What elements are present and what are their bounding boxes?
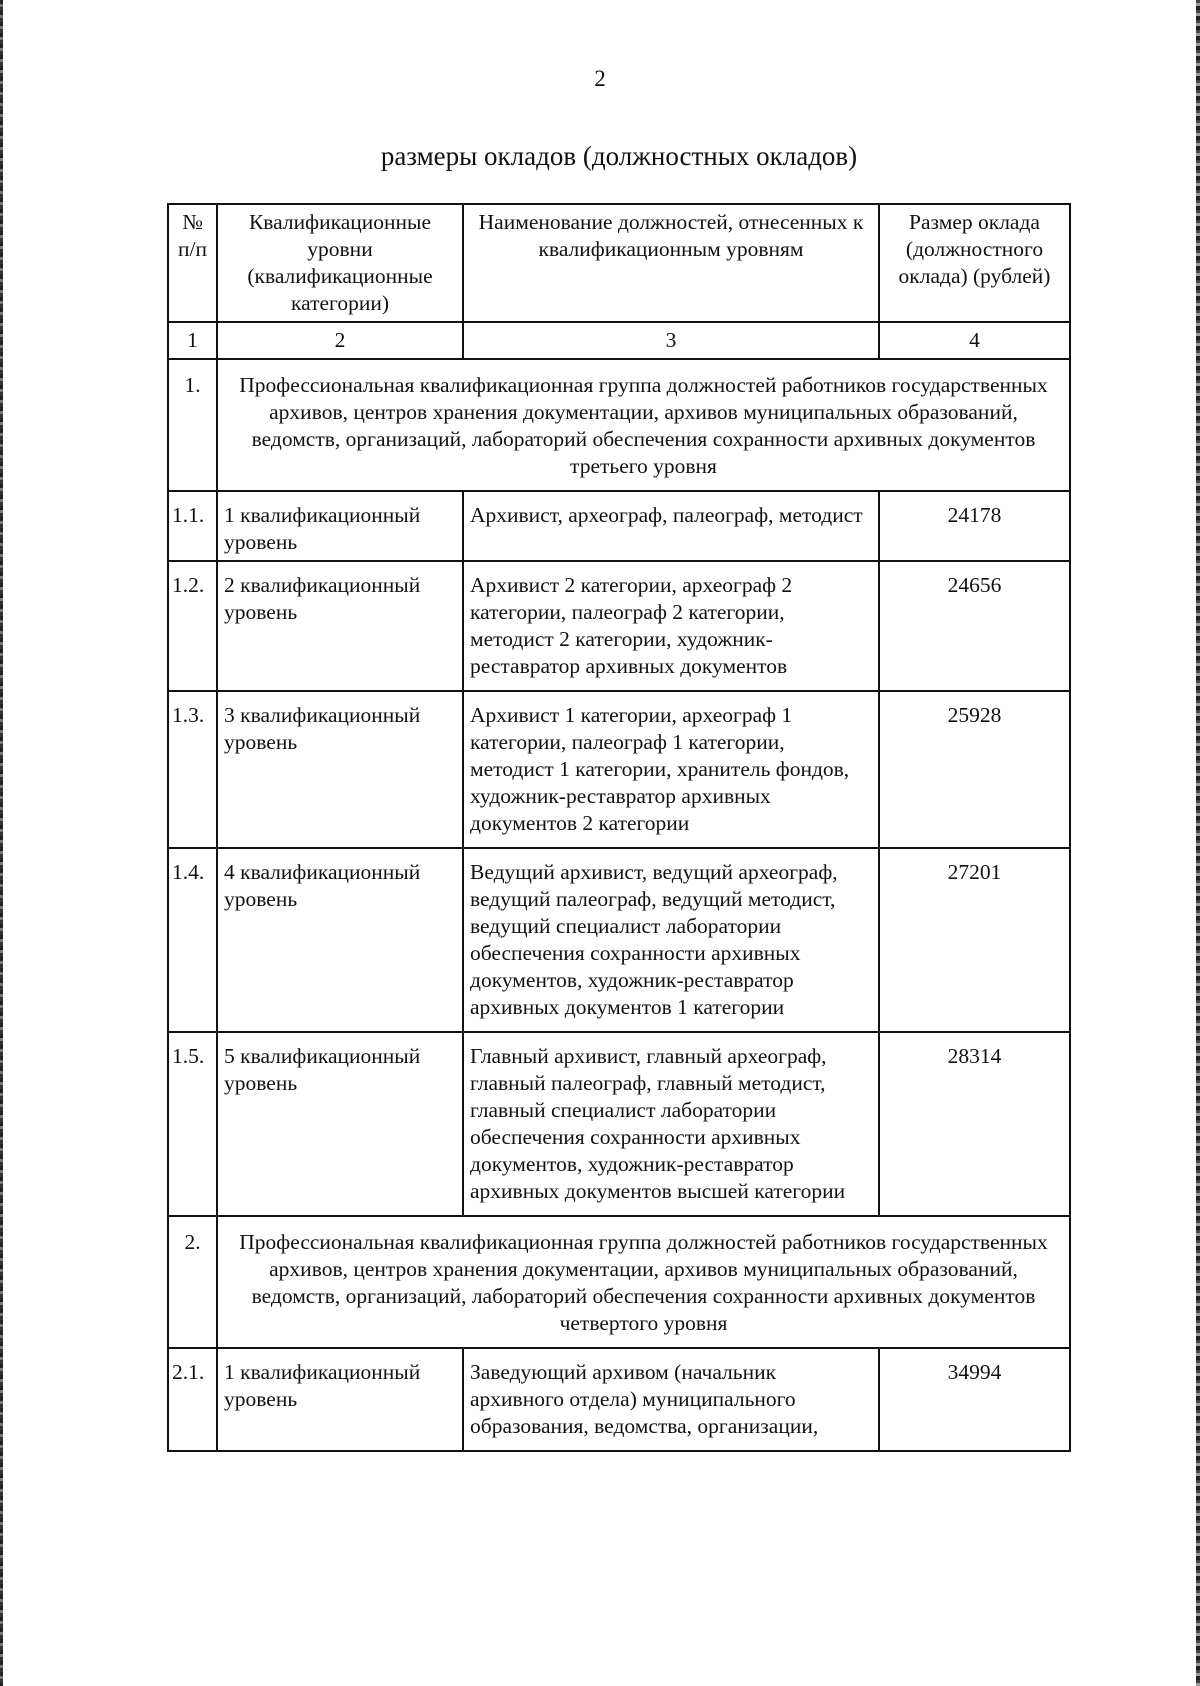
group-name: Профессиональная квалификационная группа должностей работников государственных архивов, центров хранения документации, архивов муниципальных образований, ведомств, организаций, лабораторий обеспечения сохранности архивных документов третьего уровня	[217, 359, 1070, 491]
header-qualification-level: Квалификационные уровни (квалификационные категории)	[217, 204, 463, 322]
row-number: 1.5.	[168, 1032, 217, 1216]
position-names: Архивист 2 категории, археограф 2 категории, палеограф 2 категории, методист 2 категории, художник-реставратор архивных документов	[463, 561, 879, 691]
table-row	[168, 1032, 1070, 1216]
qualification-level: 1 квалификационный уровень	[217, 491, 463, 561]
position-names: Ведущий архивист, ведущий археограф, ведущий палеограф, ведущий методист, ведущий специалист лаборатории обеспечения сохранности архивных документов, художник-реставратор архивных документов 1 категории	[463, 848, 879, 1032]
table-row	[168, 848, 1070, 1032]
scan-edge-left	[0, 0, 3, 1686]
row-number: 1.2.	[168, 561, 217, 691]
header-position-names: Наименование должностей, отнесенных к квалификационным уровням	[463, 204, 879, 322]
group-row	[168, 1216, 1070, 1348]
column-index-3: 3	[463, 322, 879, 359]
row-number: 2.1.	[168, 1348, 217, 1451]
salary-value: 34994	[879, 1348, 1070, 1451]
page-number: 2	[594, 66, 606, 91]
table-row	[168, 691, 1070, 848]
group-row	[168, 359, 1070, 491]
table-row	[168, 491, 1070, 561]
salary-value: 25928	[879, 691, 1070, 848]
salary-value: 28314	[879, 1032, 1070, 1216]
table-header-row	[168, 204, 1070, 322]
group-number: 1.	[168, 359, 217, 491]
qualification-level: 2 квалификационный уровень	[217, 561, 463, 691]
qualification-level: 5 квалификационный уровень	[217, 1032, 463, 1216]
qualification-level: 4 квалификационный уровень	[217, 848, 463, 1032]
row-number: 1.4.	[168, 848, 217, 1032]
column-index-2: 2	[217, 322, 463, 359]
scan-edge-right	[1196, 0, 1200, 1686]
column-index-1: 1	[168, 322, 217, 359]
column-index-row	[168, 322, 1070, 359]
position-names: Заведующий архивом (начальник архивного отдела) муниципального образования, ведомства, организации,	[463, 1348, 879, 1451]
document-title: размеры окладов (должностных окладов)	[380, 141, 858, 171]
qualification-level: 3 квалификационный уровень	[217, 691, 463, 848]
row-number: 1.1.	[168, 491, 217, 561]
salary-value: 24178	[879, 491, 1070, 561]
row-number: 1.3.	[168, 691, 217, 848]
position-names: Архивист 1 категории, археограф 1 категории, палеограф 1 категории, методист 1 категории, хранитель фондов, художник-реставратор архивных документов 2 категории	[463, 691, 879, 848]
salary-value: 24656	[879, 561, 1070, 691]
table-row	[168, 561, 1070, 691]
salary-value: 27201	[879, 848, 1070, 1032]
header-number: № п/п	[168, 204, 217, 322]
table-row	[168, 1348, 1070, 1451]
qualification-level: 1 квалификационный уровень	[217, 1348, 463, 1451]
group-number: 2.	[168, 1216, 217, 1348]
salary-table	[167, 203, 1071, 1452]
position-names: Архивист, археограф, палеограф, методист	[463, 491, 879, 561]
column-index-4: 4	[879, 322, 1070, 359]
group-name: Профессиональная квалификационная группа должностей работников государственных архивов, центров хранения документации, архивов муниципальных образований, ведомств, организаций, лабораторий обеспечения сохранности архивных документов четвертого уровня	[217, 1216, 1070, 1348]
position-names: Главный архивист, главный археограф, главный палеограф, главный методист, главный специалист лаборатории обеспечения сохранности архивных документов, художник-реставратор архивных документов высшей категории	[463, 1032, 879, 1216]
header-salary: Размер оклада (должностного оклада) (рублей)	[879, 204, 1070, 322]
